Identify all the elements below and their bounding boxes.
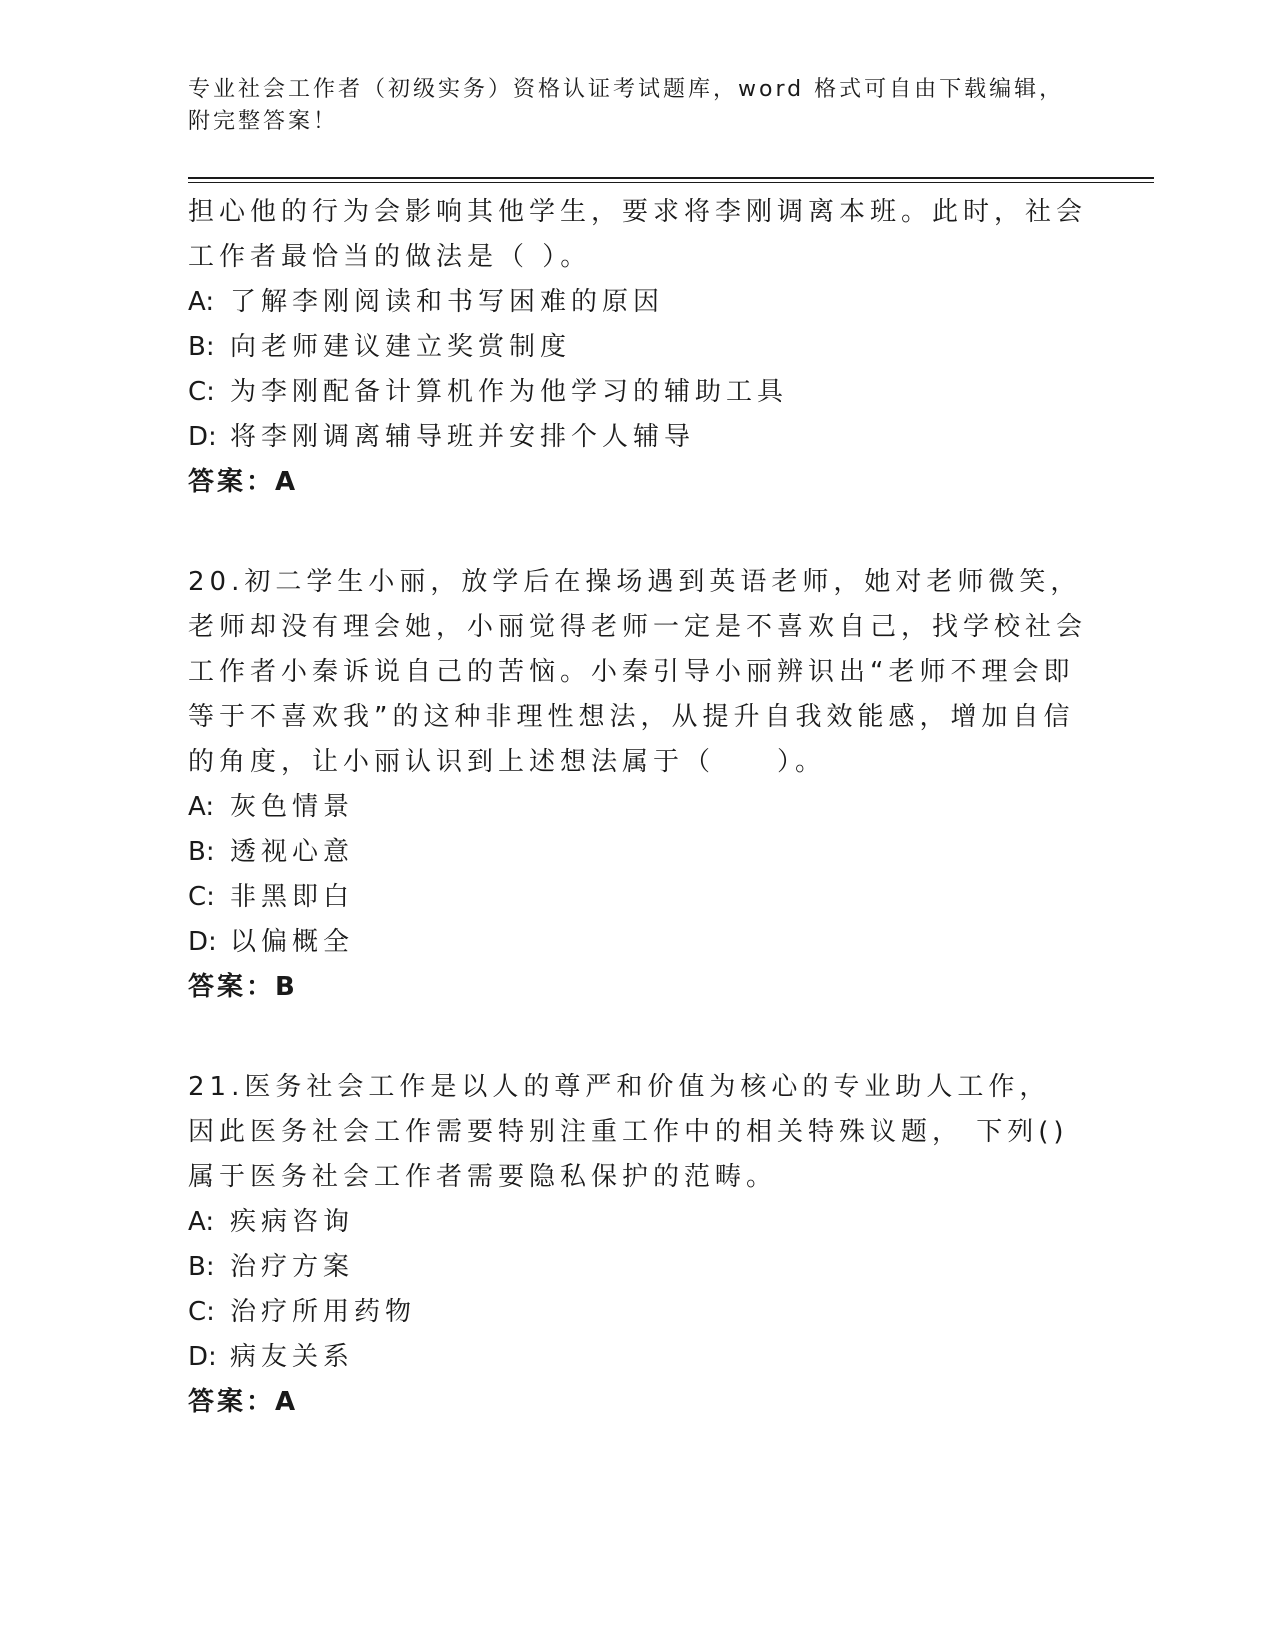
answer-label: 答案：A	[188, 467, 299, 497]
header-divider-thick	[188, 177, 1154, 179]
option-b	[188, 325, 1088, 370]
option-d	[188, 1335, 1088, 1380]
question-spacer	[188, 1010, 1088, 1065]
option-b	[188, 830, 1088, 875]
option-text: 灰色情景	[230, 792, 355, 822]
option-key: A:	[188, 287, 215, 317]
option-c	[188, 370, 1088, 415]
option-text: 以偏概全	[230, 927, 355, 957]
option-text: 病友关系	[230, 1342, 355, 1372]
answer-label: 答案：B	[188, 972, 298, 1002]
answer-label: 答案：A	[188, 1387, 299, 1417]
option-text: 为李刚配备计算机作为他学习的辅助工具	[230, 377, 789, 407]
option-key: C:	[188, 377, 215, 407]
option-text: 疾病咨询	[230, 1207, 355, 1237]
question-item	[188, 560, 1088, 1010]
option-text: 了解李刚阅读和书写困难的原因	[230, 287, 665, 317]
option-text: 透视心意	[230, 837, 355, 867]
option-b	[188, 1245, 1088, 1290]
option-d	[188, 920, 1088, 965]
option-key: B:	[188, 837, 215, 867]
option-a	[188, 280, 1088, 325]
question-text: 21.医务社会工作是以人的尊严和价值为核心的专业助人工作， 因此医务社会工作需要特别注重工作中的相关特殊议题， 下列() 属于医务社会工作者需要隐私保护的范畴。	[188, 1072, 1069, 1192]
option-key: C:	[188, 882, 215, 912]
header-divider-thin	[188, 182, 1154, 183]
option-key: D:	[188, 422, 217, 452]
option-a	[188, 785, 1088, 830]
option-key: D:	[188, 927, 217, 957]
option-c	[188, 1290, 1088, 1335]
option-key: B:	[188, 332, 215, 362]
option-a	[188, 1200, 1088, 1245]
question-list	[188, 190, 1088, 1425]
option-text: 将李刚调离辅导班并安排个人辅导	[230, 422, 696, 452]
option-c	[188, 875, 1088, 920]
option-text: 治疗所用药物	[230, 1297, 417, 1327]
question-spacer	[188, 505, 1088, 560]
option-key: D:	[188, 1342, 217, 1372]
option-text: 向老师建议建立奖赏制度	[230, 332, 572, 362]
option-d	[188, 415, 1088, 460]
option-text: 非黑即白	[230, 882, 355, 912]
question-text: 担心他的行为会影响其他学生，要求将李刚调离本班。此时，社会工作者最恰当的做法是（ ）。	[188, 197, 1088, 272]
option-key: B:	[188, 1252, 215, 1282]
option-key: A:	[188, 1207, 215, 1237]
option-text: 治疗方案	[230, 1252, 355, 1282]
option-key: A:	[188, 792, 215, 822]
question-item	[188, 190, 1088, 505]
option-key: C:	[188, 1297, 215, 1327]
question-item	[188, 1065, 1088, 1425]
document-header: 专业社会工作者（初级实务）资格认证考试题库，word 格式可自由下载编辑，附完整答案！	[188, 77, 1065, 134]
question-text: 20.初二学生小丽，放学后在操场遇到英语老师，她对老师微笑，老师却没有理会她，小丽觉得老师一定是不喜欢自己，找学校社会工作者小秦诉说自己的苦恼。小秦引导小丽辨识出“老师不理会即等于不喜欢我”的这种非理性想法，从提升自我效能感，增加自信的角度，让小丽认识到上述想法属于（ ）。	[188, 567, 1088, 777]
